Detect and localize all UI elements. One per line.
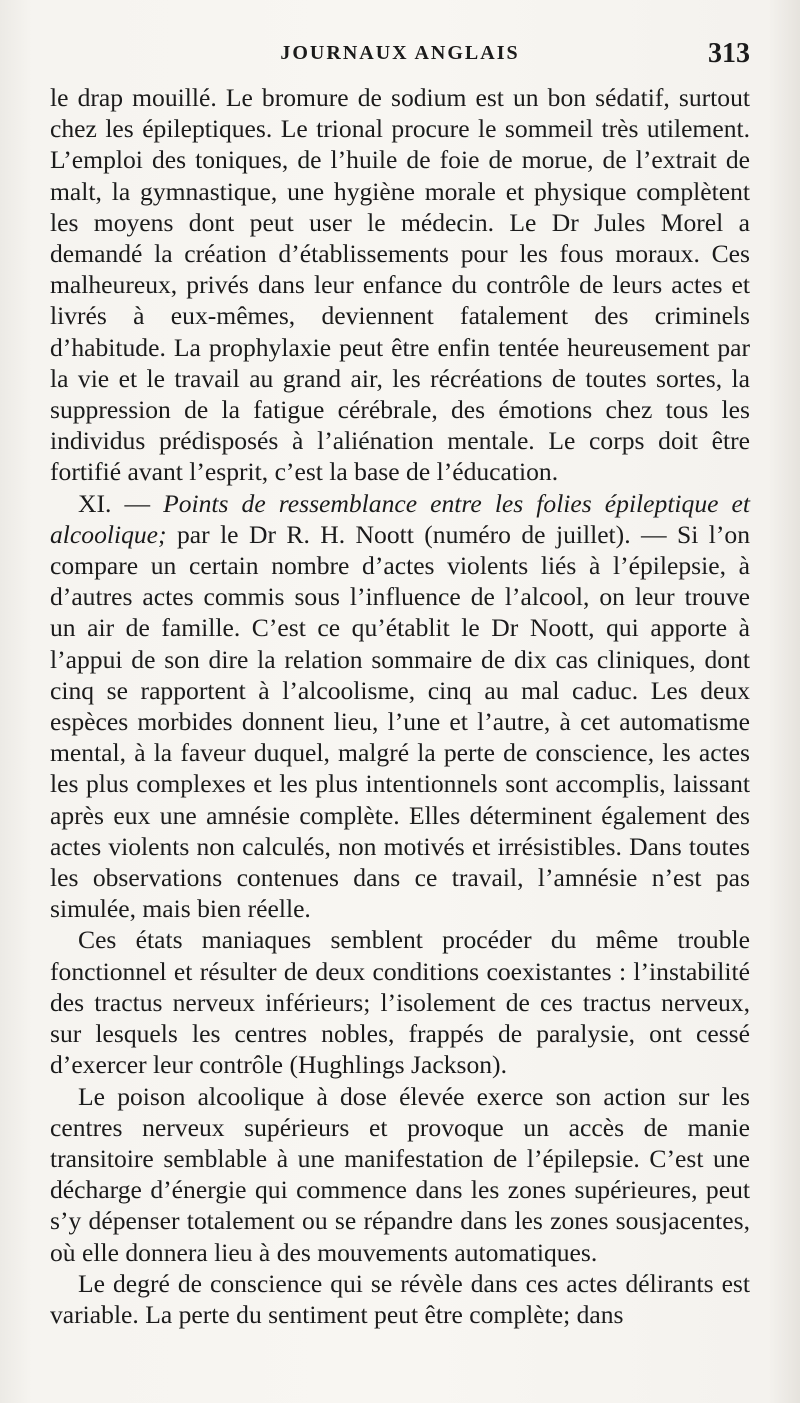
paragraph-3: Ces états maniaques semblent procéder du même trouble fonctionnel et résulter de deux conditions coexistantes : l’instabilité des tractus nerveux inférieurs; l’isolement de ces tractus nerveux, sur lesquels les centres nobles, frappés de paralysie, ont cessé d’exercer leur contrôle (Hughlings Jackson). bbox=[50, 925, 750, 1080]
section-title: Points de ressemblance entre les folies épileptique et alcoolique; bbox=[50, 488, 751, 549]
paragraph-4: Le poison alcoolique à dose élevée exerce son action sur les centres nerveux supérieurs et provoque un accès de manie transitoire semblable à une manifestation de l’épilepsie. C’est une décharge d’énergie qui commence dans les zones supérieures, peut s’y dépenser totalement ou se répandre dans les zones sousjacentes, où elle donnera lieu à des mouvements automatiques. bbox=[50, 1081, 750, 1267]
paragraph-2-text: par le Dr R. H. Noott (numéro de juillet). — Si l’on compare un certain nombre d’actes violents liés à l’épilepsie, à d’autres actes commis sous l’influence de l’alcool, on leur trouve un air de famille. C’est ce qu’établit le Dr Noott, qui apporte à l’appui de son dire la relation sommaire de dix cas cliniques, dont cinq se rapportent à l’alcoolisme, cinq au mal caduc. Les deux espèces morbides donnent lieu, l’une et l’autre, à cet automatisme mental, à la faveur duquel, malgré la perte de conscience, les actes les plus complexes et les plus intentionnels sont accomplis, laissant après eux une amnésie complète. Elles déterminent également des actes violents non calculés, non motivés et irrésistibles. Dans toutes les observations contenues dans ce travail, l’amnésie n’est pas simulée, mais bien réelle. bbox=[50, 519, 750, 924]
body-text bbox=[50, 82, 750, 1330]
running-head bbox=[0, 38, 800, 70]
section-number: XI. — bbox=[78, 488, 164, 518]
running-title: JOURNAUX ANGLAIS bbox=[280, 42, 520, 64]
page-number: 313 bbox=[708, 38, 750, 69]
paragraph-2 bbox=[50, 488, 750, 925]
paragraph-5: Le degré de conscience qui se révèle dans ces actes délirants est variable. La perte du sentiment peut être complète; dans bbox=[50, 1268, 750, 1329]
paragraph-1: le drap mouillé. Le bromure de sodium est un bon sédatif, surtout chez les épileptiques. Le trional procure le sommeil très utilement. L’emploi des toniques, de l’huile de foie de morue, de l’extrait de malt, la gymnastique, une hygiène morale et physique complètent les moyens dont peut user le médecin. Le Dr Jules Morel a demandé la création d’établissements pour les fous moraux. Ces malheureux, privés dans leur enfance du contrôle de leurs actes et livrés à eux-mêmes, deviennent fatalement des criminels d’habitude. La prophylaxie peut être enfin tentée heureusement par la vie et le travail au grand air, les récréations de toutes sortes, la suppression de la fatigue cérébrale, des émotions chez tous les individus prédisposés à l’aliénation mentale. Le corps doit être fortifié avant l’esprit, c’est la base de l’éducation. bbox=[50, 83, 750, 487]
